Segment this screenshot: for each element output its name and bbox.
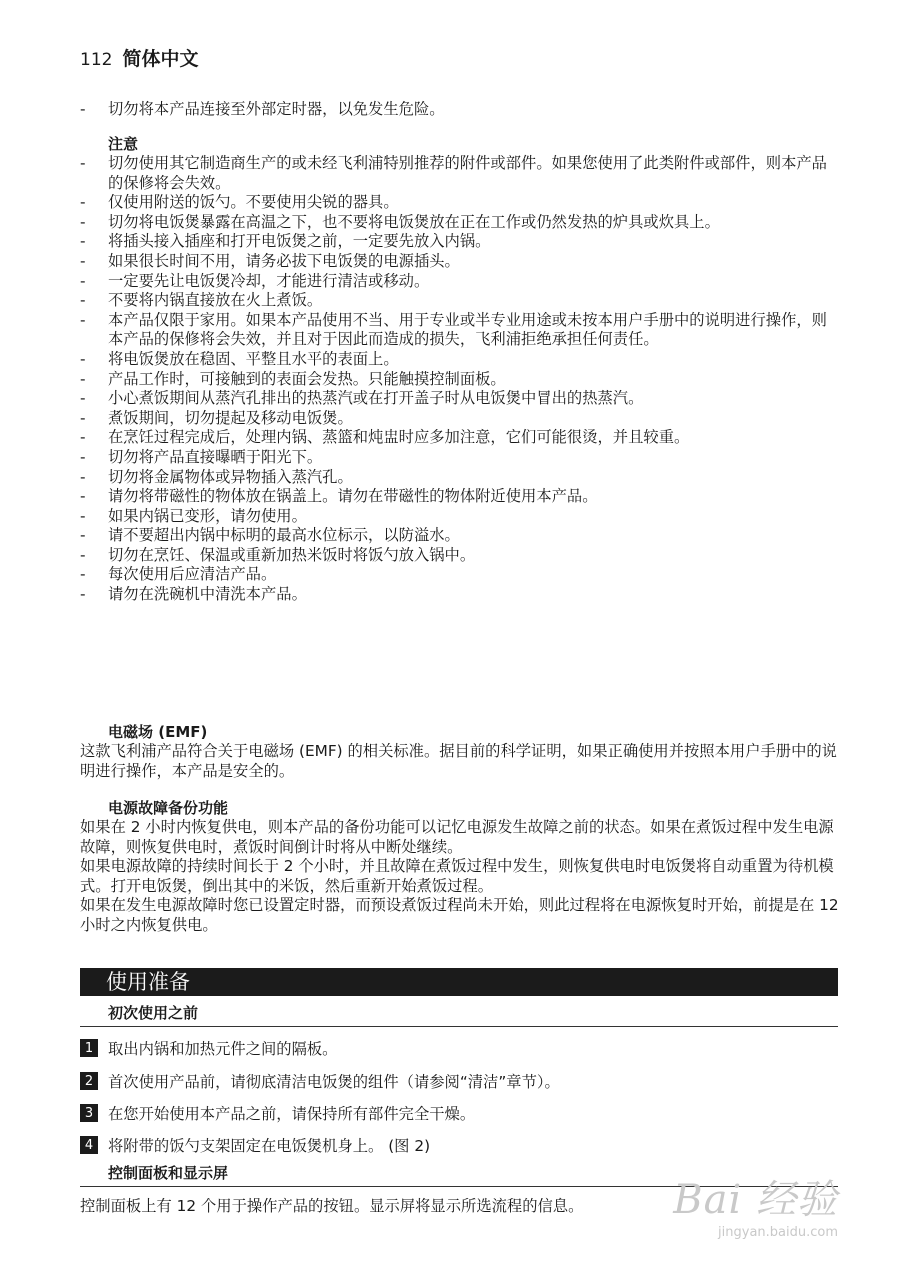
step-2	[80, 1070, 560, 1092]
bullet-dash: -	[80, 487, 86, 506]
step-number: 4	[80, 1136, 98, 1154]
bullet-dash: -	[80, 154, 86, 172]
list-item-text: 请不要超出内锅中标明的最高水位标示，以防溢水。	[108, 526, 460, 545]
control-panel-text: 控制面板上有 12 个用于操作产品的按钮。显示屏将显示所选流程的信息。	[80, 1197, 584, 1215]
list-item	[80, 546, 840, 566]
bullet-dash: -	[80, 232, 86, 251]
list-item	[80, 252, 840, 272]
list-item-text: 产品工作时，可接触到的表面会发热。只能触摸控制面板。	[108, 369, 506, 388]
bullet-dash: -	[80, 291, 86, 310]
list-item	[80, 428, 840, 448]
caution-title: 注意	[108, 135, 139, 153]
step-number: 1	[80, 1039, 98, 1057]
backup-title: 电源故障备份功能	[108, 799, 229, 817]
bullet-dash: -	[80, 447, 86, 466]
list-item-text: 切勿将电饭煲暴露在高温之下，也不要将电饭煲放在正在工作或仍然发热的炉具或炊具上。	[108, 212, 720, 231]
list-item	[80, 565, 840, 585]
backup-paragraph: 如果在发生电源故障时您已设置定时器，而预设煮饭过程尚未开始，则此过程将在电源恢复时开始，前提是在 12 小时之内恢复供电。	[80, 896, 839, 934]
language-label: 简体中文	[122, 48, 199, 70]
list-item	[80, 311, 840, 350]
bullet-dash: -	[80, 212, 86, 231]
bullet-dash: -	[80, 349, 86, 368]
list-item-text: 煮饭期间，切勿提起及移动电饭煲。	[108, 408, 353, 427]
caution-section	[80, 134, 840, 605]
bullet-dash: -	[80, 565, 86, 584]
list-item-text: 在烹饪过程完成后，处理内锅、蒸篮和炖盅时应多加注意，它们可能很烫，并且较重。	[108, 428, 690, 447]
bullet-dash: -	[80, 545, 86, 564]
list-item	[80, 272, 840, 292]
step-text: 在您开始使用本产品之前，请保持所有部件完全干燥。	[108, 1105, 476, 1123]
list-item	[80, 291, 840, 311]
list-item-text: 切勿将金属物体或异物插入蒸汽孔。	[108, 467, 353, 486]
list-item-text: 切勿将产品直接曝晒于阳光下。	[108, 447, 323, 466]
step-text: 首次使用产品前，请彻底清洁电饭煲的组件（请参阅“清洁”章节）。	[108, 1073, 560, 1091]
page-header	[80, 44, 198, 71]
list-item-text: 本产品仅限于家用。如果本产品使用不当、用于专业或半专业用途或未按本用户手册中的说明进行操作，则本产品的保修将会失效，并且对于因此而造成的损失，飞利浦拒绝承担任何责任。	[108, 310, 827, 349]
list-item: - 切勿将本产品连接至外部定时器，以免发生危险。	[80, 100, 445, 118]
caution-list	[80, 154, 840, 605]
first-use-title: 初次使用之前	[80, 1000, 838, 1027]
emf-section	[80, 722, 840, 781]
emf-title: 电磁场 (EMF)	[108, 723, 208, 741]
backup-paragraph: 如果电源故障的持续时间长于 2 个小时，并且故障在煮饭过程中发生，则恢复供电时电饭煲将自动重置为待机模式。打开电饭煲，倒出其中的米饭，然后重新开始煮饭过程。	[80, 857, 834, 895]
list-item	[80, 585, 840, 605]
list-item	[80, 193, 840, 213]
control-panel-title: 控制面板和显示屏	[80, 1160, 838, 1187]
list-item	[80, 448, 840, 468]
list-item-text: 小心煮饭期间从蒸汽孔排出的热蒸汽或在打开盖子时从电饭煲中冒出的热蒸汽。	[108, 389, 644, 408]
list-item-text: 切勿使用其它制造商生产的或未经飞利浦特别推荐的附件或部件。如果您使用了此类附件或部件，则本产品的保修将会失效。	[108, 154, 827, 192]
list-item	[80, 468, 840, 488]
list-item	[80, 232, 840, 252]
backup-section	[80, 798, 840, 936]
bullet-dash: -	[80, 251, 86, 270]
step-3	[80, 1102, 475, 1124]
bullet-dash: -	[80, 428, 86, 447]
list-item-text: 请勿将带磁性的物体放在锅盖上。请勿在带磁性的物体附近使用本产品。	[108, 487, 598, 506]
page-number: 112	[80, 50, 113, 70]
list-item-text: 将插头接入插座和打开电饭煲之前，一定要先放入内锅。	[108, 232, 491, 251]
section-heading: 使用准备	[80, 968, 838, 996]
list-item-text: 如果内锅已变形，请勿使用。	[108, 506, 307, 525]
intro-warning	[80, 100, 840, 120]
list-item	[80, 213, 840, 233]
step-1	[80, 1037, 337, 1059]
bullet-dash: -	[80, 310, 86, 329]
list-item-text: 切勿在烹饪、保温或重新加热米饭时将饭勺放入锅中。	[108, 545, 476, 564]
step-text: 将附带的饭勺支架固定在电饭煲机身上。 (图 2)	[108, 1137, 431, 1155]
list-item-text: 不要将内锅直接放在火上煮饭。	[108, 291, 323, 310]
backup-paragraph: 如果在 2 小时内恢复供电，则本产品的备份功能可以记忆电源发生故障之前的状态。如果在煮饭过程中发生电源故障，则恢复供电时，煮饭时间倒计时将从中断处继续。	[80, 818, 834, 856]
list-item-text: 每次使用后应清洁产品。	[108, 565, 277, 584]
step-4	[80, 1134, 430, 1156]
bullet-dash: -	[80, 467, 86, 486]
list-item	[80, 526, 840, 546]
list-item-text: 仅使用附送的饭勺。不要使用尖锐的器具。	[108, 193, 399, 212]
list-item-text: 如果很长时间不用，请务必拔下电饭煲的电源插头。	[108, 251, 460, 270]
bullet-dash: -	[80, 193, 86, 212]
list-item	[80, 487, 840, 507]
list-item-text: 一定要先让电饭煲冷却，才能进行清洁或移动。	[108, 271, 430, 290]
bullet-dash: -	[80, 389, 86, 408]
list-item	[80, 154, 840, 193]
bullet-dash: -	[80, 369, 86, 388]
bullet-dash: -	[80, 585, 86, 604]
list-item-text: 将电饭煲放在稳固、平整且水平的表面上。	[108, 349, 399, 368]
list-item	[80, 370, 840, 390]
list-item	[80, 350, 840, 370]
step-text: 取出内锅和加热元件之间的隔板。	[108, 1040, 338, 1058]
step-number: 2	[80, 1072, 98, 1090]
watermark-url: jingyan.baidu.com	[718, 1225, 838, 1240]
bullet-dash: -	[80, 271, 86, 290]
list-item	[80, 507, 840, 527]
list-item	[80, 409, 840, 429]
step-number: 3	[80, 1104, 98, 1122]
bullet-dash: -	[80, 408, 86, 427]
bullet-dash: -	[80, 526, 86, 545]
bullet-dash: -	[80, 506, 86, 525]
list-item	[80, 389, 840, 409]
emf-text: 这款飞利浦产品符合关于电磁场 (EMF) 的相关标准。据目前的科学证明，如果正确使用并按照本用户手册中的说明进行操作，本产品是安全的。	[80, 742, 837, 780]
watermark-brand: Bai 经验	[673, 1177, 838, 1223]
watermark-logo	[673, 1168, 838, 1240]
list-item-text: 请勿在洗碗机中清洗本产品。	[108, 585, 307, 604]
